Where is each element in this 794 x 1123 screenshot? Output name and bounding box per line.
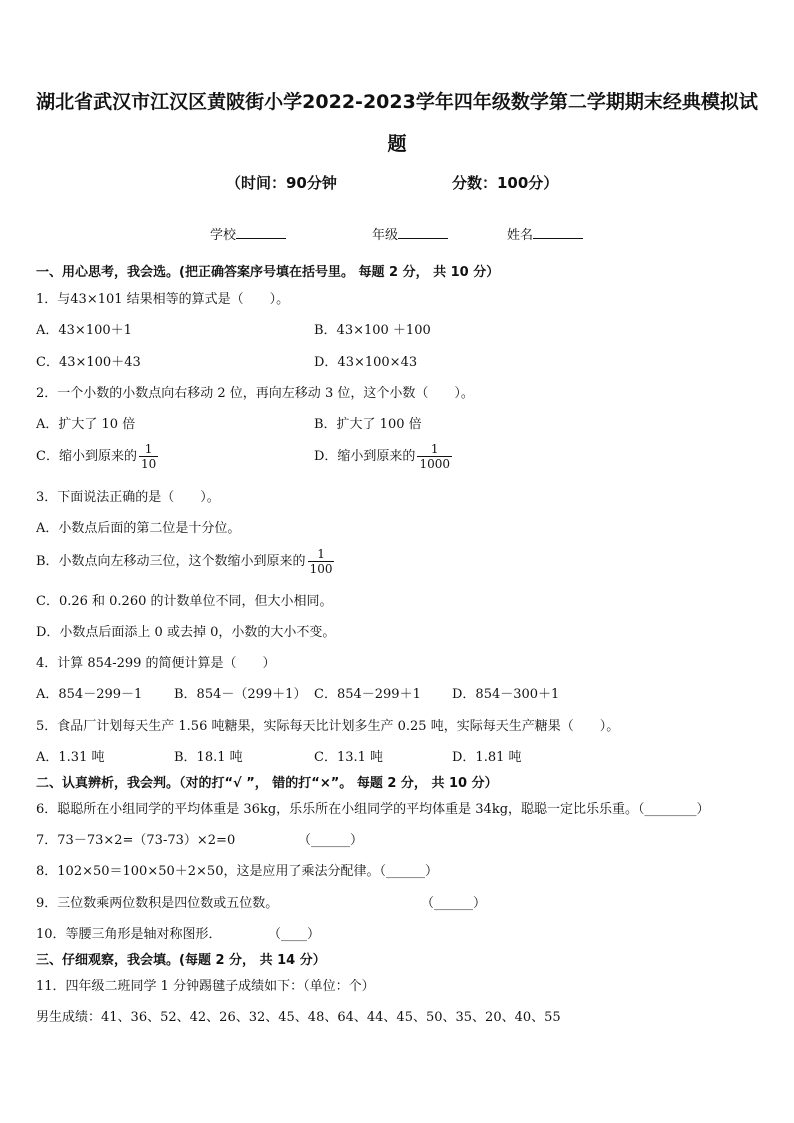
q2-option-c[interactable] bbox=[36, 442, 158, 471]
school-label: 学校 bbox=[210, 228, 237, 243]
q3-option-b-text: B．小数点向左移动三位，这个数缩小到原来的 bbox=[36, 554, 306, 569]
q2-option-a[interactable]: A．扩大了 10 倍 bbox=[36, 417, 136, 432]
q1-option-a[interactable]: A．43×100＋1 bbox=[36, 323, 132, 338]
q3-stem: 3．下面说法正确的是（ ）。 bbox=[36, 490, 220, 505]
q4-option-d[interactable]: D．854－300＋1 bbox=[452, 687, 560, 702]
q7-answer-blank[interactable]: （______） bbox=[298, 833, 364, 848]
q6: 6．聪聪所在小组同学的平均体重是 36kg，乐乐所在小组同学的平均体重是 34kg，聪聪一定比乐乐重。（________） bbox=[36, 802, 710, 817]
boys-scores: 男生成绩：41、36、52、42、26、32、45、48、64、44、45、50、35、20、40、55 bbox=[36, 1010, 561, 1025]
grade-label: 年级 bbox=[372, 228, 399, 243]
q9: 9．三位数乘两位数积是四位数或五位数。 bbox=[36, 896, 279, 911]
q3-option-c[interactable]: C．0.26 和 0.260 的计数单位不同，但大小相同。 bbox=[36, 594, 333, 609]
q3-option-a[interactable]: A．小数点后面的第二位是十分位。 bbox=[36, 521, 241, 536]
grade-blank[interactable] bbox=[398, 225, 448, 239]
q4-option-c[interactable]: C．854－299＋1 bbox=[314, 687, 421, 702]
fraction-1-1000: $\frac{1}{1000}$ bbox=[419, 442, 450, 471]
name-blank[interactable] bbox=[533, 225, 583, 239]
exam-title-line1: 湖北省武汉市江汉区黄陂街小学2022-2023学年四年级数学第二学期期末经典模拟试 bbox=[36, 91, 758, 113]
q11: 11．四年级二班同学 1 分钟踢毽子成绩如下：（单位：个） bbox=[36, 979, 375, 994]
exam-title-line2: 题 bbox=[387, 133, 407, 155]
q1-stem: 1．与43×101 结果相等的算式是（ ）。 bbox=[36, 292, 290, 307]
q2-option-b[interactable]: B．扩大了 100 倍 bbox=[314, 417, 422, 432]
fraction-1-10: $\frac{1}{10}$ bbox=[140, 442, 157, 471]
q10-answer-blank[interactable]: （____） bbox=[268, 927, 321, 942]
name-field[interactable] bbox=[507, 224, 583, 243]
section2-heading: 二、认真辨析，我会判。（对的打“√ ”， 错的打“×”。 每题 2 分， 共 10 分） bbox=[36, 776, 498, 791]
exam-score: 分数：100分） bbox=[452, 174, 559, 192]
q4-option-a[interactable]: A．854－299－1 bbox=[36, 687, 143, 702]
fraction-1-100: $\frac{1}{100}$ bbox=[309, 547, 333, 576]
q5-option-b[interactable]: B．18.1 吨 bbox=[174, 750, 243, 765]
q5-option-a[interactable]: A．1.31 吨 bbox=[36, 750, 105, 765]
exam-time: （时间：90分钟 bbox=[226, 174, 337, 192]
q2-option-d-text: D．缩小到原来的 bbox=[314, 449, 416, 464]
q9-answer-blank[interactable]: （______） bbox=[421, 896, 487, 911]
name-label: 姓名 bbox=[507, 228, 534, 243]
q4-stem: 4．计算 854-299 的简便计算是（ ） bbox=[36, 656, 276, 671]
q7: 7．73－73×2=（73-73）×2=0 bbox=[36, 833, 236, 848]
section1-heading: 一、用心思考，我会选。(把正确答案序号填在括号里。 每题 2 分， 共 10 分） bbox=[36, 265, 500, 280]
q5-option-c[interactable]: C．13.1 吨 bbox=[314, 750, 384, 765]
section3-heading: 三、仔细观察，我会填。(每题 2 分， 共 14 分） bbox=[36, 953, 326, 968]
q1-option-c[interactable]: C．43×100＋43 bbox=[36, 355, 141, 370]
school-blank[interactable] bbox=[236, 225, 286, 239]
q3-option-d[interactable]: D．小数点后面添上 0 或去掉 0，小数的大小不变。 bbox=[36, 625, 336, 640]
school-field[interactable] bbox=[210, 224, 286, 243]
grade-field[interactable] bbox=[372, 224, 448, 243]
q10: 10．等腰三角形是轴对称图形． bbox=[36, 927, 222, 942]
q4-option-b[interactable]: B．854－（299＋1） bbox=[174, 687, 307, 702]
q2-option-c-text: C．缩小到原来的 bbox=[36, 449, 137, 464]
q3-option-b[interactable] bbox=[36, 547, 334, 576]
q2-option-d[interactable] bbox=[314, 442, 452, 471]
q8: 8．102×50＝100×50＋2×50，这是应用了乘法分配律。（______） bbox=[36, 864, 438, 879]
q5-option-d[interactable]: D．1.81 吨 bbox=[452, 750, 522, 765]
q1-option-b[interactable]: B．43×100 ＋100 bbox=[314, 323, 431, 338]
q5-stem: 5．食品厂计划每天生产 1.56 吨糖果，实际每天比计划多生产 0.25 吨，实际每天生产糖果（ ）。 bbox=[36, 719, 620, 734]
q2-stem: 2．一个小数的小数点向右移动 2 位，再向左移动 3 位，这个小数（ ）。 bbox=[36, 386, 474, 401]
q1-option-d[interactable]: D．43×100×43 bbox=[314, 355, 418, 370]
